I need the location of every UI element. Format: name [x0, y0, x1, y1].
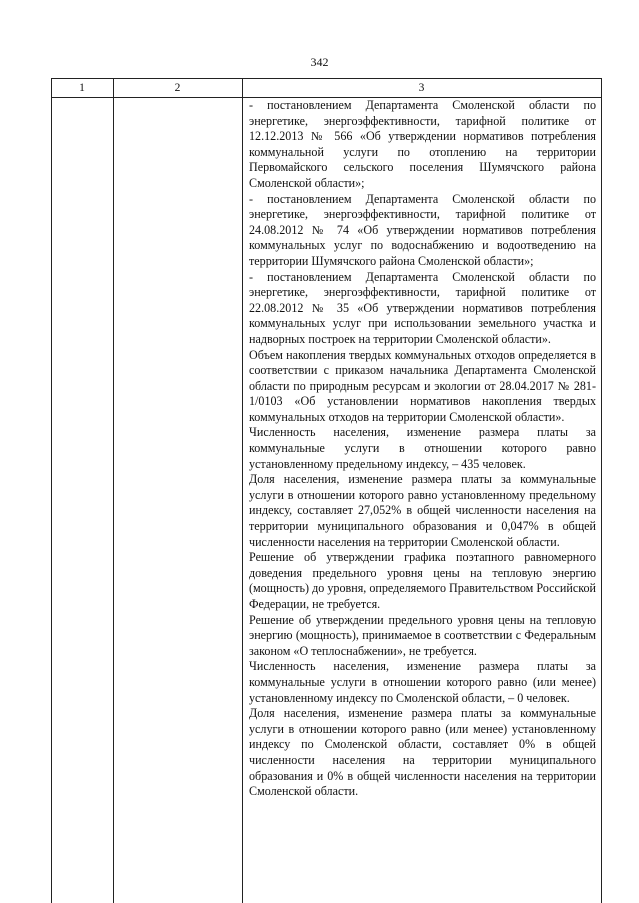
column-header-3: 3: [418, 82, 425, 94]
paragraph-population-share-regional: Доля населения, изменение размера платы за коммунальные услуги в отношении которого равно (или менее) установленному индексу по Смоленской области, составляет 0% в общей численности населения на территории муниципального образования и 0% в общей численности населения на территории Смоленской области.: [249, 706, 596, 799]
column-header-2: 2: [174, 82, 181, 94]
paragraph-population-count-regional: Численность населения, изменение размера платы за коммунальные услуги в отношении которого равно (или менее) установленному индексу по Смоленской области, – 0 человек.: [249, 659, 596, 705]
column-divider-2: [242, 78, 243, 903]
table-left-border: [51, 78, 52, 903]
document-table: [51, 78, 602, 903]
paragraph-heat-price-limit: Решение об утверждении предельного уровня цены на тепловую энергию (мощность), принимаемое в соответствии с Федеральным законом «О теплоснабжении», не требуется.: [249, 612, 596, 658]
table-right-border: [601, 78, 602, 903]
paragraph-decree-566: - постановлением Департамента Смоленской области по энергетике, энергоэффективности, тарифной политике от 12.12.2013 № 566 «Об утверждении нормативов потребления коммунальной услуги по отоплению на территории Первомайского сельского поселения Шумячского района Смоленской области»;: [249, 98, 596, 190]
column-3-content: [249, 98, 596, 800]
paragraph-population-count: Численность населения, изменение размера платы за коммунальные услуги в отношении которого равно установленному предельному индексу, – 435 человек.: [249, 425, 596, 471]
paragraph-decree-35: - постановлением Департамента Смоленской области по энергетике, энергоэффективности, тарифной политике от 22.08.2012 № 35 «Об утверждении нормативов потребления коммунальных услуг при использовании земельного участка и надворных построек на территории Смоленской области».: [249, 269, 596, 346]
paragraph-waste-volume: Объем накопления твердых коммунальных отходов определяется в соответствии с приказом начальника Департамента Смоленской области по природным ресурсам и экологии от 28.04.2017 № 281-1/0103 «Об установлении нормативов накопления твердых коммунальных отходов на территории Смоленской области».: [249, 347, 596, 424]
paragraph-population-share: Доля населения, изменение размера платы за коммунальные услуги в отношении которого равно установленному предельному индексу, составляет 27,052% в общей численности населения на территории муниципального образования и 0,047% в общей численности населения на территории Смоленской области.: [249, 472, 596, 549]
paragraph-heat-price-schedule: Решение об утверждении графика поэтапного равномерного доведения предельного уровня цены на тепловую энергию (мощность) до уровня, определяемого Правительством Российской Федерации, не требуется.: [249, 550, 596, 611]
paragraph-decree-74: - постановлением Департамента Смоленской области по энергетике, энергоэффективности, тарифной политике от 24.08.2012 № 74 «Об утверждении нормативов потребления коммунальных услуг по водоснабжению и водоотведению на территории Шумячского района Смоленской области»;: [249, 191, 596, 268]
column-header-1: 1: [79, 82, 85, 94]
column-divider-1: [113, 78, 114, 903]
page-number: 342: [310, 55, 329, 69]
